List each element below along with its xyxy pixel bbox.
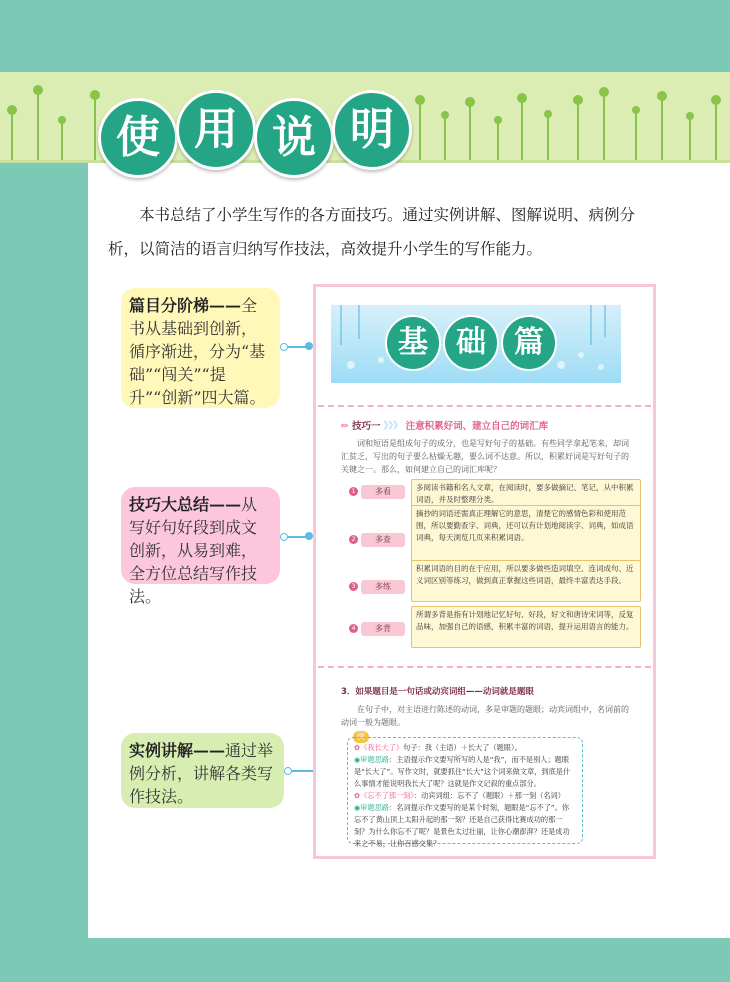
section-divider	[318, 405, 651, 407]
example-tag: 例	[353, 731, 369, 743]
example-text: 动宾词组：忘不了（题眼）＋那一刻（名词）	[421, 791, 565, 800]
note-heading: 篇目分阶梯——	[129, 296, 242, 315]
note-text: 通过举例分析，讲解各类写作技法。	[129, 741, 274, 806]
note-examples	[121, 733, 284, 808]
tip-label: 多看	[361, 485, 405, 499]
tip-label: 多练	[361, 580, 405, 594]
bottom-band	[0, 938, 730, 982]
arrow-connector	[283, 536, 309, 538]
top-band	[0, 0, 730, 72]
tip-intro: 词和短语是组成句子的成分，也是写好句子的基础。有些同学拿起笔来，却词汇贫乏，写出的句子要么枯燥无趣，要么词不达意。所以，积累好词是写好句子的关键之一。那么，如何建立自己的词汇库呢？	[341, 439, 629, 474]
page-title-char: 说	[254, 98, 334, 178]
tip-number: 4	[349, 624, 358, 633]
example-title: 《忘不了那一刻》	[360, 791, 414, 800]
tip-heading: 注意积累好词、建立自己的词汇库	[405, 421, 549, 432]
example-text: 名词提示作文要写的是某个时刻，题眼是“忘不了”。你忘不了黄山顶上太阳升起的那一刻？还是自己获得比赛成功的那一刻？为什么你忘不了呢？是景色太过壮丽，让你心潮澎湃？还是成功来之不易，让你百感交集？	[354, 803, 570, 848]
banner-title-char: 础	[443, 315, 499, 371]
example-title: 审题思路	[360, 755, 390, 764]
note-text: 全书从基础到创新，循序渐进，分为“基础”“闯关”“提升”“创新”四大篇。	[129, 296, 266, 407]
page-title-char: 用	[176, 90, 256, 170]
example-text: 句子：我（主语）＋长大了（题眼）。	[403, 743, 522, 752]
banner-title-char: 篇	[501, 315, 557, 371]
example-box	[347, 737, 583, 848]
example-line: ◉审题思路：名词提示作文要写的是某个时刻，题眼是“忘不了”。你忘不了黄山顶上太阳升起的那一刻？还是自己获得比赛成功的那一刻？为什么你忘不了呢？是景色太过壮丽，让你心潮澎湃？还是成功来之不易，让你百感交集？	[354, 803, 570, 848]
tip-number: 3	[349, 582, 358, 591]
page-title-char: 使	[98, 98, 178, 178]
note-structure	[121, 288, 280, 408]
tip-number: 1	[349, 487, 358, 496]
tip-label: 多背	[361, 622, 405, 636]
arrow-connector	[283, 346, 309, 348]
foundation-banner	[331, 305, 621, 383]
intro-paragraph: 本书总结了小学生写作的各方面技巧。通过实例讲解、图解说明、病例分析，以简洁的语言归纳写作技法，高效提升小学生的写作能力。	[108, 206, 636, 258]
banner-title-char: 基	[385, 315, 441, 371]
page-title-char: 明	[332, 90, 412, 170]
tip-text: 积累词语的目的在于应用，所以要多做些造词填空、连词成句、近义词区别等练习，做到真正掌握这些词语，最终丰富表达手段。	[411, 560, 641, 602]
example-line: ✿《忘不了那一刻》：动宾词组：忘不了（题眼）＋那一刻（名词）	[354, 791, 565, 800]
tip-label: 多查	[361, 533, 405, 547]
tip-text: 摘抄的词语还需真正理解它的意思，清楚它的感情色彩和使用范围，所以要勤查字、词典，还可以有计划地阅读字、词典，如成语词典，每天浏览几页来积累词语。	[411, 505, 641, 569]
tip-text: 多阅读书籍和名人文章，在阅读时，要多做摘记、笔记，从中积累词语，并及时整理分类。	[411, 479, 641, 509]
section-divider	[318, 666, 651, 668]
tip-number: 2	[349, 535, 358, 544]
note-heading: 技巧大总结——	[129, 495, 242, 514]
note-techniques	[121, 487, 280, 606]
section-title: 3．如果题目是一句话或动宾词组——动词就是题眼	[341, 687, 534, 697]
note-heading: 实例讲解——	[129, 741, 226, 760]
note-text: 从写好句好段到成文创新，从易到难，全方位总结写作技法。	[129, 495, 258, 606]
example-line: ✿《我长大了》句子：我（主语）＋长大了（题眼）。	[354, 743, 522, 752]
example-title: 《我长大了》	[360, 743, 404, 752]
tip-heading-arrows: 》》》	[383, 421, 403, 432]
tip-heading-prefix: 技巧一	[352, 421, 381, 432]
example-line: ◉审题思路：主语提示作文要写所写的人是“我”，而不是别人；题眼是“长大了”。写作文时，就要抓住“长大”这个词来做文章，到底是什么事情才能说明我长大了呢？这就是作文记叙的重点部分。	[354, 755, 571, 788]
example-text: 主语提示作文要写所写的人是“我”，而不是别人；题眼是“长大了”。写作文时，就要抓住“长大”这个词来做文章，到底是什么事情才能说明我长大了呢？这就是作文记叙的重点部分。	[354, 755, 571, 788]
tip-heading-row: ✏ 技巧一 》》》 注意积累好词、建立自己的词汇库	[341, 421, 549, 432]
tip-text: 所谓多背是指有计划地记忆好句、好段，好文和唐诗宋词等，反复品味，加强自己的语感，积累丰富的词语，提升运用语言的能力。	[411, 606, 641, 648]
example-title: 审题思路	[360, 803, 390, 812]
section-intro: 在句子中，对主语进行陈述的动词，多是审题的题眼；动宾词组中，名词前的动词一般为题眼。	[341, 705, 629, 727]
